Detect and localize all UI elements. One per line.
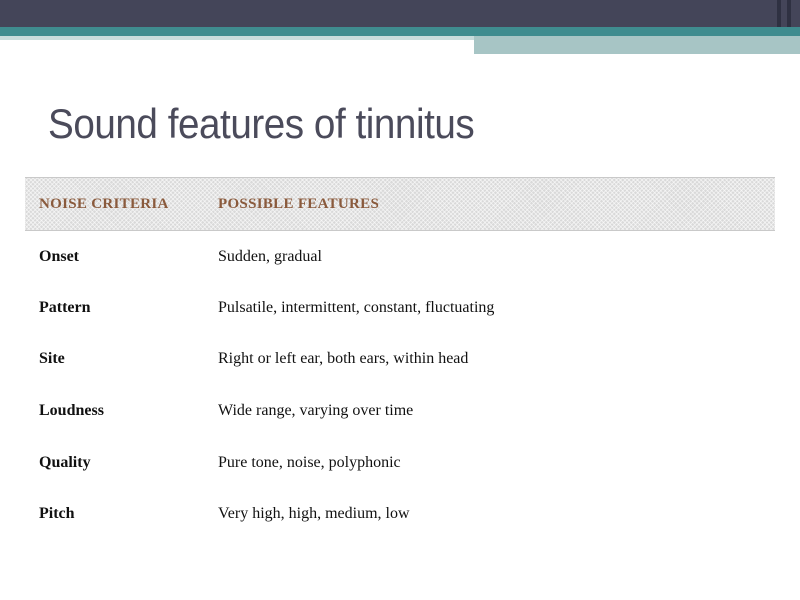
table-row bbox=[25, 334, 775, 386]
row-criteria: Onset bbox=[39, 247, 79, 265]
header-noise-criteria: NOISE CRITERIA bbox=[39, 195, 169, 212]
row-features: Very high, high, medium, low bbox=[218, 505, 410, 523]
row-criteria: Pitch bbox=[39, 505, 75, 523]
top-banner-grayteal bbox=[474, 36, 800, 54]
table-row bbox=[25, 282, 775, 334]
table-body bbox=[25, 231, 775, 541]
slide-title: Sound features of tinnitus bbox=[48, 100, 475, 147]
table-row bbox=[25, 488, 775, 540]
row-criteria: Quality bbox=[39, 453, 91, 471]
row-criteria: Pattern bbox=[39, 298, 91, 316]
row-features: Pure tone, noise, polyphonic bbox=[218, 453, 401, 471]
table-header-row bbox=[25, 178, 775, 231]
row-criteria: Site bbox=[39, 350, 65, 368]
row-features: Pulsatile, intermittent, constant, fluctuating bbox=[218, 298, 495, 316]
top-banner-dark bbox=[0, 0, 800, 27]
row-criteria: Loudness bbox=[39, 402, 104, 420]
table-row bbox=[25, 437, 775, 489]
row-features: Sudden, gradual bbox=[218, 247, 322, 265]
table-header bbox=[25, 178, 775, 231]
table-row bbox=[25, 231, 775, 283]
features-table bbox=[25, 177, 775, 540]
top-banner-teal-light bbox=[0, 36, 474, 40]
row-features: Right or left ear, both ears, within head bbox=[218, 350, 469, 368]
row-features: Wide range, varying over time bbox=[218, 402, 414, 420]
header-possible-features: POSSIBLE FEATURES bbox=[218, 195, 380, 212]
table-row bbox=[25, 385, 775, 437]
